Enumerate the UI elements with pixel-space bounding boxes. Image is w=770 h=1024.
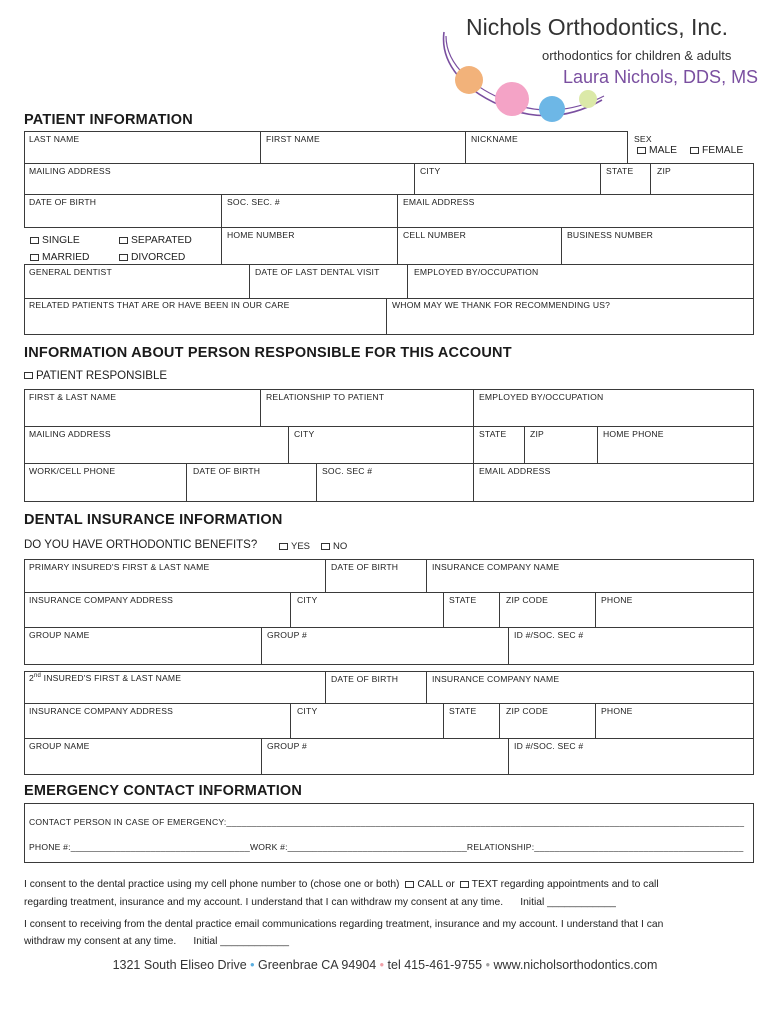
patient-responsible-label: PATIENT RESPONSIBLE xyxy=(36,370,168,382)
yes-label: YES xyxy=(291,541,311,552)
resp-dob-label: DATE OF BIRTH xyxy=(193,466,261,476)
married-label: MARRIED xyxy=(42,252,90,263)
emergency-phone-line[interactable]: PHONE #:____________________________________WORK #:____________________________________RELATIONSHIP:__________________________________________ xyxy=(29,842,744,852)
second-group-name-label: GROUP NAME xyxy=(29,741,90,751)
second-city-label: CITY xyxy=(297,706,318,716)
email-label: EMAIL ADDRESS xyxy=(403,197,475,207)
male-checkbox[interactable] xyxy=(637,145,677,156)
footer-city: Greenbrae CA 94904 xyxy=(258,958,377,972)
second-dob-label: DATE OF BIRTH xyxy=(331,674,399,684)
first-name-label: FIRST NAME xyxy=(266,134,320,144)
resp-home-phone-label: HOME PHONE xyxy=(603,429,664,439)
checkbox-icon xyxy=(24,372,33,379)
footer-dot-icon: • xyxy=(485,958,490,972)
patient-responsible-checkbox[interactable] xyxy=(24,370,167,382)
home-number-label: HOME NUMBER xyxy=(227,230,295,240)
primary-phone-label: PHONE xyxy=(601,595,633,605)
consent-email-line2: withdraw my consent at any time. Initial ____________ xyxy=(24,936,290,947)
second-phone-label: PHONE xyxy=(601,706,633,716)
second-company-label: INSURANCE COMPANY NAME xyxy=(432,674,560,684)
patient-section-title: PATIENT INFORMATION xyxy=(24,112,193,128)
footer-tel: tel 415-461-9755 xyxy=(387,958,483,972)
city-field[interactable] xyxy=(414,163,601,195)
last-name-label: LAST NAME xyxy=(29,134,80,144)
checkbox-icon xyxy=(279,543,288,550)
footer xyxy=(0,958,770,972)
recommend-label: WHOM MAY WE THANK FOR RECOMMENDING US? xyxy=(392,300,611,310)
resp-zip-label: ZIP xyxy=(530,429,544,439)
primary-zip-label: ZIP CODE xyxy=(506,595,549,605)
primary-id-label: ID #/SOC. SEC # xyxy=(514,630,584,640)
primary-city-label: CITY xyxy=(297,595,318,605)
second-name-text: INSURED'S FIRST & LAST NAME xyxy=(41,673,182,683)
checkbox-icon xyxy=(30,237,39,244)
resp-relationship-label: RELATIONSHIP TO PATIENT xyxy=(266,392,385,402)
second-name-label xyxy=(29,673,181,683)
checkbox-icon xyxy=(30,254,39,261)
checkbox-icon xyxy=(637,147,646,154)
responsible-section-title: INFORMATION ABOUT PERSON RESPONSIBLE FOR THIS ACCOUNT xyxy=(24,345,512,361)
married-checkbox[interactable] xyxy=(30,252,89,263)
primary-dob-label: DATE OF BIRTH xyxy=(331,562,399,572)
last-visit-label: DATE OF LAST DENTAL VISIT xyxy=(255,267,380,277)
divorced-label: DIVORCED xyxy=(131,252,186,263)
dob-label: DATE OF BIRTH xyxy=(29,197,97,207)
no-label: NO xyxy=(333,541,348,552)
divorced-checkbox[interactable] xyxy=(119,252,185,263)
emergency-contact-line[interactable]: CONTACT PERSON IN CASE OF EMERGENCY:________________________________________________________________________________________________________ xyxy=(29,817,745,827)
resp-city-label: CITY xyxy=(294,429,315,439)
resp-ssn-label: SOC. SEC # xyxy=(322,466,373,476)
insurance-section-title: DENTAL INSURANCE INFORMATION xyxy=(24,512,283,528)
text-label-rest: TEXT regarding appointments and to call xyxy=(471,879,659,890)
second-prefix: 2 xyxy=(29,673,34,683)
single-label: SINGLE xyxy=(42,235,80,246)
separated-checkbox[interactable] xyxy=(119,235,192,246)
female-checkbox[interactable] xyxy=(690,145,743,156)
tagline: orthodontics for children & adults xyxy=(542,48,732,63)
primary-state-label: STATE xyxy=(449,595,477,605)
male-label: MALE xyxy=(649,145,678,156)
zip-label: ZIP xyxy=(657,166,671,176)
yes-checkbox[interactable] xyxy=(279,541,310,552)
resp-mailing-label: MAILING ADDRESS xyxy=(29,429,111,439)
primary-company-label: INSURANCE COMPANY NAME xyxy=(432,562,560,572)
single-checkbox[interactable] xyxy=(30,235,80,246)
sex-label: SEX xyxy=(634,134,652,144)
footer-dot-icon: • xyxy=(379,958,385,972)
primary-group-num-label: GROUP # xyxy=(267,630,307,640)
footer-address: 1321 South Eliseo Drive xyxy=(112,958,247,972)
second-group-num-label: GROUP # xyxy=(267,741,307,751)
female-label: FEMALE xyxy=(702,145,744,156)
separated-label: SEPARATED xyxy=(131,235,192,246)
footer-dot-icon: • xyxy=(250,958,255,972)
resp-state-label: STATE xyxy=(479,429,507,439)
resp-email-label: EMAIL ADDRESS xyxy=(479,466,551,476)
mailing-address-label: MAILING ADDRESS xyxy=(29,166,111,176)
consent-cell-line1 xyxy=(24,879,659,890)
call-label: CALL or xyxy=(417,879,455,890)
checkbox-icon xyxy=(690,147,699,154)
consent-cell-line2: regarding treatment, insurance and my account. I understand that I can withdraw my consent at any time. Initial ____________ xyxy=(24,897,616,908)
nickname-label: NICKNAME xyxy=(471,134,518,144)
call-checkbox[interactable] xyxy=(405,881,414,888)
second-state-label: STATE xyxy=(449,706,477,716)
emergency-section-title: EMERGENCY CONTACT INFORMATION xyxy=(24,783,303,799)
footer-web[interactable]: www.nicholsorthodontics.com xyxy=(493,958,658,972)
checkbox-icon xyxy=(119,237,128,244)
related-patients-label: RELATED PATIENTS THAT ARE OR HAVE BEEN IN OUR CARE xyxy=(29,300,290,310)
primary-group-name-label: GROUP NAME xyxy=(29,630,90,640)
city-label: CITY xyxy=(420,166,441,176)
resp-work-phone-label: WORK/CELL PHONE xyxy=(29,466,116,476)
second-sup: nd xyxy=(33,673,42,680)
company-name: Nichols Orthodontics, Inc. xyxy=(466,14,729,40)
primary-name-label: PRIMARY INSURED'S FIRST & LAST NAME xyxy=(29,562,210,572)
consent-email-line1: I consent to receiving from the dental practice email communications regarding treatment, insurance and my account. I understand that I can xyxy=(24,919,664,930)
general-dentist-label: GENERAL DENTIST xyxy=(29,267,112,277)
text-checkbox[interactable] xyxy=(460,881,469,888)
cell-number-label: CELL NUMBER xyxy=(403,230,467,240)
doctor-name: Laura Nichols, DDS, MS xyxy=(563,67,759,87)
resp-city-field[interactable] xyxy=(288,426,474,464)
second-address-label: INSURANCE COMPANY ADDRESS xyxy=(29,706,174,716)
no-checkbox[interactable] xyxy=(321,541,347,552)
checkbox-icon xyxy=(321,543,330,550)
consent-cell-text-a: I consent to the dental practice using my cell phone number to (chose one or both) xyxy=(24,879,400,890)
checkbox-icon xyxy=(119,254,128,261)
ortho-benefits-question: DO YOU HAVE ORTHODONTIC BENEFITS? xyxy=(24,539,258,551)
second-id-label: ID #/SOC. SEC # xyxy=(514,741,584,751)
second-zip-label: ZIP CODE xyxy=(506,706,549,716)
emergency-box xyxy=(24,803,754,863)
resp-name-label: FIRST & LAST NAME xyxy=(29,392,117,402)
business-number-label: BUSINESS NUMBER xyxy=(567,230,654,240)
ssn-label: SOC. SEC. # xyxy=(227,197,280,207)
employed-label: EMPLOYED BY/OCCUPATION xyxy=(414,267,539,277)
primary-address-label: INSURANCE COMPANY ADDRESS xyxy=(29,595,174,605)
state-label: STATE xyxy=(606,166,634,176)
resp-employed-label: EMPLOYED BY/OCCUPATION xyxy=(479,392,604,402)
